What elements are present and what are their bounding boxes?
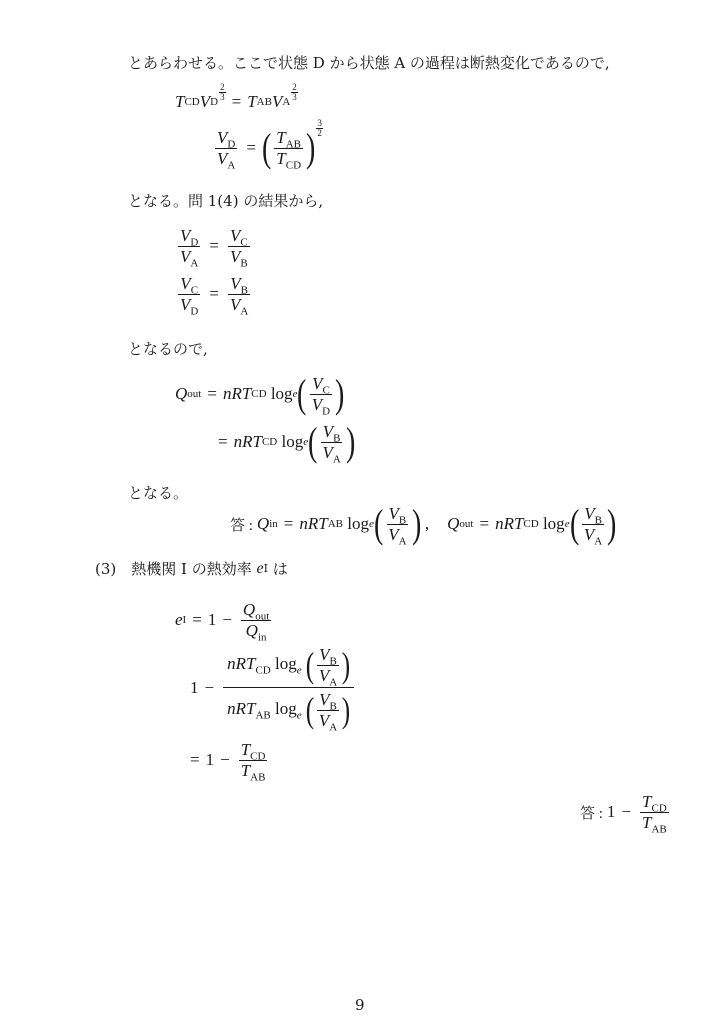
section-3-heading: (3) 熱機関 I の熱効率 e I は <box>95 559 288 578</box>
answer-line-2: 答 : 1 − $\frac{T_{CD}}{T_{AB}}$ <box>580 792 667 835</box>
symbol-V: V <box>199 92 211 111</box>
exponent-two-thirds: 2 3 <box>292 81 297 102</box>
so-text: となるので, <box>128 340 208 358</box>
exponent-three-halves: 3 2 <box>317 117 322 138</box>
page-number: 9 <box>355 996 365 1014</box>
symbol-T: T <box>175 92 185 111</box>
equation-qout-1: Q out = n R T CD log e ( $\frac{V_C}{V_D}$ ) <box>175 371 345 417</box>
answer-label: 答 : <box>230 517 253 534</box>
equation-efficiency-3: = 1 − $\frac{T_{CD}}{T_{AB}}$ <box>190 740 266 783</box>
equation-ratio-1: $\frac{V_D}{V_A}$ = $\frac{V_C}{V_B}$ <box>180 226 248 269</box>
equation-ratio-2: $\frac{V_C}{V_D}$ = $\frac{V_B}{V_A}$ <box>180 274 249 317</box>
intro-text: とあらわせる。ここで状態 D から状態 A の過程は断熱変化であるので, <box>128 54 610 72</box>
conclusion-text: となる。 <box>128 484 189 502</box>
equation-volume-ratio: $\frac{V_D}{V_A}$ = ( $\frac{T_{AB}}{T_{CD}}$ ) 3 2 <box>217 117 322 171</box>
equation-adiabatic-1: T CD V D $\frac{2}{3}$ = T AB V A 2 3 <box>175 81 297 111</box>
fraction-TAB-TCD: $\frac{T_{AB}}{T_{CD}}$ <box>276 128 302 171</box>
fraction-big: nRT$_{CD}$ $\log_e$ ( $\frac{V_B}{V_A}$ ) nRT$_{AB}$ $\log_e$ ( $\frac{V_B}{V_A}$ ) <box>223 645 354 730</box>
result-text: となる。問 1(4) の結果から, <box>128 192 324 210</box>
equation-efficiency-1: e I = 1 − $\frac{Q_{out}}{Q_{in}}$ <box>175 600 270 643</box>
equals-sign: = <box>231 92 242 111</box>
equation-efficiency-2: 1 − nRT$_{CD}$ $\log_e$ ( $\frac{V_B}{V_A}$ ) nRT$_{AB}$ $\log_e$ ( $\frac{V_B}{V_A}$ ) <box>190 645 357 730</box>
answer-line-1: 答 : Q in = n R T AB log e ( $\frac{V_B}{V_A}$ ) , Q out = n R T CD log e ( $\frac{V_B}{V_A}$ ) <box>230 501 617 547</box>
answer-label-2: 答 : <box>580 805 603 822</box>
equation-qout-2: = n R T CD log e ( $\frac{V_B}{V_A}$ ) <box>218 419 356 465</box>
fraction-VD-VA: $\frac{V_D}{V_A}$ <box>217 128 236 171</box>
exponent-two-thirds: $\frac{2}{3}$ <box>220 81 225 102</box>
